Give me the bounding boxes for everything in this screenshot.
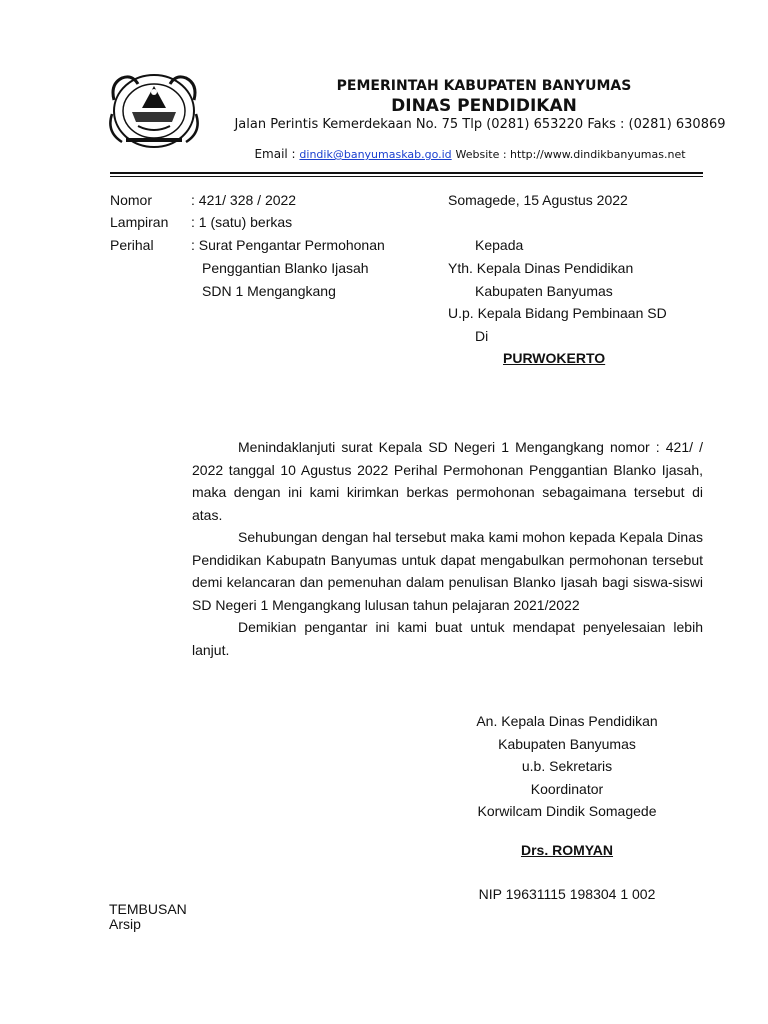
recipient-di: Di bbox=[475, 328, 489, 344]
body-paragraph-3: Demikian pengantar ini kami buat untuk mendapat penyelesaian lebih lanjut. bbox=[192, 619, 703, 658]
signature-line-3: u.b. Sekretaris bbox=[521, 758, 613, 774]
website-text: Website : http://www.dindikbanyumas.net bbox=[455, 148, 686, 161]
recipient-line-1: Yth. Kepala Dinas Pendidikan bbox=[448, 260, 634, 276]
lampiran-label: Lampiran bbox=[110, 214, 169, 230]
signature-line-5: Korwilcam Dindik Somagede bbox=[477, 803, 657, 819]
body-paragraph-1: Menindaklanjuti surat Kepala SD Negeri 1 Mengangkang nomor : 421/ / 2022 tanggal 10 Agustus 2022 Perihal Permohonan Penggantian Blanko Ijasah, maka dengan ini kami kirimkan berkas permohonan sebagaimana tersebut di atas. bbox=[192, 439, 703, 523]
signature-line-4: Koordinator bbox=[530, 780, 604, 797]
letterhead-rule-thick bbox=[110, 172, 703, 174]
recipient-line-2: Kabupaten Banyumas bbox=[475, 283, 613, 299]
perihal-label: Perihal bbox=[110, 237, 154, 253]
body-paragraph-2: Sehubungan dengan hal tersebut maka kami mohon kepada Kepala Dinas Pendidikan Kabupatn Banyumas untuk dapat mengabulkan permohonan tersebut demi kelancaran dan pemenuhan dalam penulisan Blanko Ijasah bagi siswa-siswi SD Negeri 1 Mengangkang lulusan tahun pelajaran 2021/2022 bbox=[192, 529, 703, 613]
recipient-kepada: Kepada bbox=[475, 237, 524, 253]
signature-block bbox=[447, 710, 687, 823]
letterhead-government: PEMERINTAH KABUPATEN BANYUMAS bbox=[336, 78, 632, 94]
recipient-city: PURWOKERTO bbox=[503, 350, 606, 366]
cc-item: Arsip bbox=[109, 916, 141, 932]
email-label: Email : bbox=[254, 147, 296, 161]
letterhead-office: DINAS PENDIDIKAN bbox=[391, 96, 577, 116]
signatory-nip: NIP 19631115 198304 1 002 bbox=[478, 886, 656, 902]
signature-line-1: An. Kepala Dinas Pendidikan bbox=[476, 713, 658, 729]
letter-body bbox=[192, 436, 703, 661]
perihal-line-2: Penggantian Blanko Ijasah bbox=[202, 260, 369, 276]
nomor-label: Nomor bbox=[110, 192, 153, 208]
letterhead-address: Jalan Perintis Kemerdekaan No. 75 Tlp (0281) 653220 Faks : (0281) 630869 bbox=[234, 117, 726, 132]
nomor-value: : 421/ 328 / 2022 bbox=[191, 192, 297, 208]
letterhead-rule-thin bbox=[110, 176, 703, 177]
lampiran-value: : 1 (satu) berkas bbox=[191, 214, 293, 230]
perihal-line-3: SDN 1 Mengangkang bbox=[202, 283, 336, 299]
email-link[interactable]: dindik@banyumaskab.go.id bbox=[299, 148, 452, 161]
cc-label: TEMBUSAN bbox=[109, 901, 187, 917]
perihal-line-1: : Surat Pengantar Permohonan bbox=[191, 237, 385, 253]
letterhead-contact bbox=[200, 147, 740, 161]
recipient-line-3: U.p. Kepala Bidang Pembinaan SD bbox=[448, 305, 667, 321]
signatory-name: Drs. ROMYAN bbox=[520, 842, 614, 858]
signature-line-2: Kabupaten Banyumas bbox=[498, 735, 636, 752]
banyumas-regency-logo bbox=[108, 70, 200, 152]
letter-date: Somagede, 15 Agustus 2022 bbox=[448, 192, 628, 208]
